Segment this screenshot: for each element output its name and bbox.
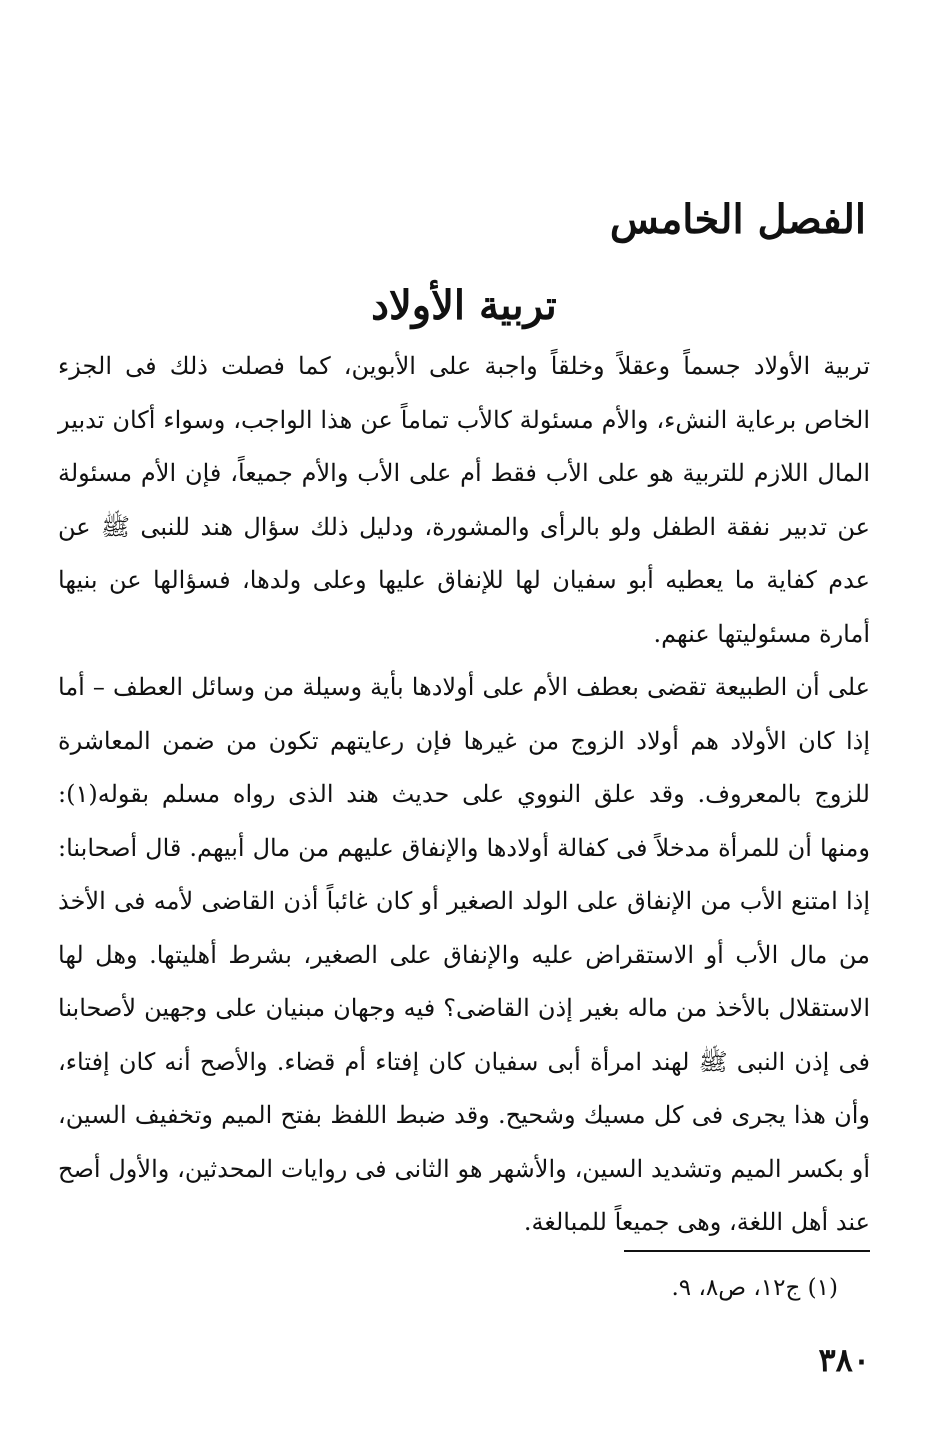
footnote-divider (624, 1250, 870, 1252)
section-title: تربية الأولاد (371, 282, 557, 329)
chapter-title: الفصل الخامس (609, 196, 866, 243)
paragraph-2: على أن الطبيعة تقضى بعطف الأم على أولادها بأية وسيلة من وسائل العطف – أما إذا كان الأولاد هم أولاد الزوج من غيرها فإن رعايتهم تكون من ضمن المعاشرة للزوج بالمعروف. وقد علق النووي على حديث هند الذى رواه مسلم بقوله(١): ومنها أن للمرأة مدخلاً فى كفالة أولادها والإنفاق عليهم من مال أبيهم. قال أصحابنا: إذا امتنع الأب من الإنفاق على الولد الصغير أو كان غائباً أذن القاضى لأمه فى الأخذ من مال الأب أو الاستقراض عليه والإنفاق على الصغير، بشرط أهليتها. وهل لها الاستقلال بالأخذ من ماله بغير إذن القاضى؟ فيه وجهان مبنيان على وجهين لأصحابنا فى إذن النبى ﷺ لهند امرأة أبى سفيان كان إفتاء أم قضاء. والأصح أنه كان إفتاء، وأن هذا يجرى فى كل مسيك وشحيح. وقد ضبط اللفظ بفتح الميم وتخفيف السين، أو بكسر الميم وتشديد السين، والأشهر هو الثانى فى روايات المحدثين، والأول أصح عند أهل اللغة، وهى جميعاً للمبالغة. (58, 673, 871, 1236)
body-text (58, 340, 870, 1250)
paragraph-1: تربية الأولاد جسماً وعقلاً وخلقاً واجبة على الأبوين، كما فصلت ذلك فى الجزء الخاص برعاية النشء، والأم مسئولة كالأب تماماً عن هذا الواجب، وسواء أكان تدبير المال اللازم للتربية هو على الأب فقط أم على الأب والأم جميعاً، فإن الأم مسئولة عن تدبير نفقة الطفل ولو بالرأى والمشورة، ودليل ذلك سؤال هند للنبى ﷺ عن عدم كفاية ما يعطيه أبو سفيان لها للإنفاق عليها وعلى ولدها، فسؤالها عن بنيها أمارة مسئوليتها عنهم. (58, 352, 870, 648)
footnote: (١) ج١٢، ص٨، ٩. (671, 1275, 838, 1301)
page-number: ٣٨٠ (818, 1341, 870, 1379)
